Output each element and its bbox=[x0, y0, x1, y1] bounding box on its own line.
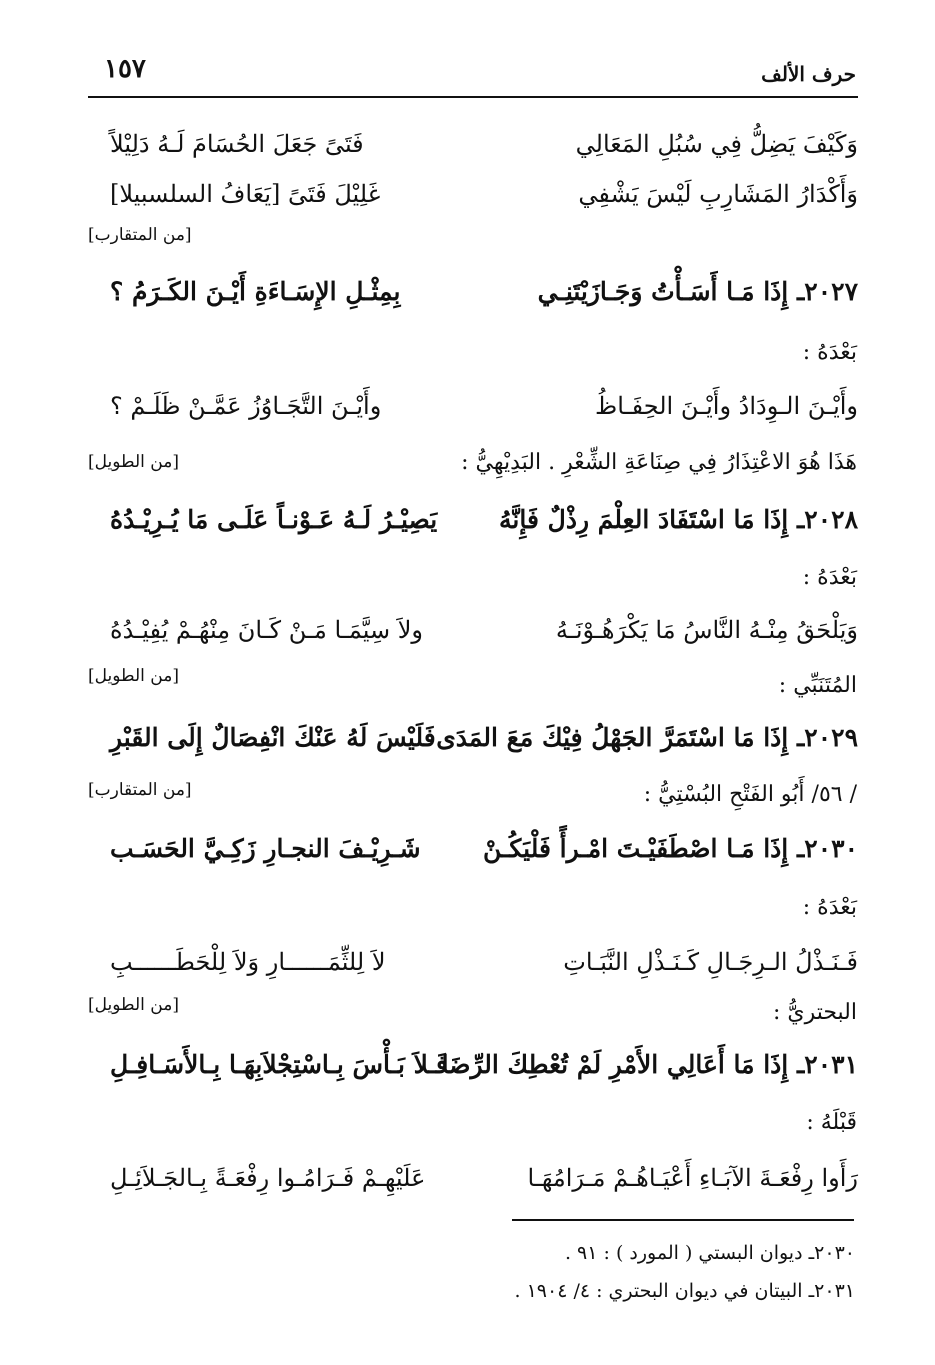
meter-label: [من المتقارب] bbox=[88, 780, 192, 800]
verse-line bbox=[88, 1043, 858, 1087]
page-number: ١٥٧ bbox=[104, 54, 146, 84]
verse-first-hemistich: وَيَلْحَقُ مِنْـهُ النَّاسُ مَا يَكْرَهُـوْنَـهُ bbox=[555, 616, 858, 644]
note-before: قَبْلَهُ : bbox=[806, 1110, 857, 1135]
note-after: بَعْدَهُ : bbox=[802, 565, 857, 590]
verse-second-hemistich: غَلِيْلَ فَتَىً [يَعَافُ السلسبيلا] bbox=[110, 180, 381, 208]
verse-second-hemistich: عَلَيْهِـمْ فَـرَامُـوا رِفْعَـةً بِـالجَـلاَئِـلِ bbox=[110, 1164, 426, 1192]
verse-line bbox=[88, 608, 858, 652]
attribution-line: هَذَا هُوَ الاعْتِذَارُ فِي صِنَاعَةِ الشِّعْرِ . البَدِيْهِيُّ : bbox=[461, 450, 857, 475]
verse-second-hemistich: يَصِيْـرُ لَـهُ عَـوْنـاً عَلَـى مَا يُـرِيْـدُهُ bbox=[110, 505, 438, 534]
verse-line bbox=[88, 940, 858, 984]
footnote: ٢٠٣٠ـ ديوان البستي ( المورد ) : ٩١ . bbox=[564, 1242, 855, 1264]
note-after: بَعْدَهُ : bbox=[802, 340, 857, 365]
verse-first-hemistich: وَأَكْدَارُ المَشَارِبِ لَيْسَ يَشْفِي bbox=[578, 180, 858, 208]
verse-first-hemistich: ٢٠٢٨ـ إِذَا مَا اسْتَفَادَ العِلْمَ رِذْلٌ فَإِنَّهُ bbox=[499, 505, 858, 534]
verse-first-hemistich: ٢٠٣٠ـ إِذَا مَـا اصْطَفَيْـتَ امْـرأً فَلْيَكُـنْ bbox=[483, 834, 858, 863]
verse-second-hemistich: فَـلاَ بَـأْسَ بِـاسْتِجْلاَبِهَـا بِـالأَسَـافِـلِ bbox=[110, 1050, 448, 1079]
meter-label: [من المتقارب] bbox=[88, 225, 192, 245]
verse-line bbox=[88, 384, 858, 428]
meter-label: [من الطويل] bbox=[88, 666, 179, 686]
footnote-divider bbox=[512, 1219, 854, 1221]
note-after: بَعْدَهُ : bbox=[802, 895, 857, 920]
meter-label: [من الطويل] bbox=[88, 452, 179, 472]
verse-line bbox=[88, 122, 858, 166]
attribution-line: / ٥٦/ أَبُو الفَتْحِ البُسْتِيُّ : bbox=[643, 782, 857, 807]
verse-line bbox=[88, 1156, 858, 1200]
section-title: حرف الألف bbox=[761, 62, 856, 86]
verse-first-hemistich: ٢٠٢٩ـ إِذَا مَا اسْتَمَرَّ الجَهْلُ فِيْكَ مَعَ المَدَى bbox=[436, 723, 858, 752]
verse-first-hemistich: ٢٠٢٧ـ إِذَا مَـا أَسَـأْتُ وَجَـازَيْتَنِـي bbox=[537, 277, 858, 306]
meter-label: [من الطويل] bbox=[88, 995, 179, 1015]
verse-first-hemistich: وَكَيْفَ يَضِلُّ فِي سُبُلِ المَعَالِي bbox=[575, 130, 858, 158]
verse-second-hemistich: ولاَ سِيَّمَـا مَـنْ كَـانَ مِنْهُـمْ يُفِيْـدُهُ bbox=[110, 616, 423, 644]
verse-first-hemistich: ٢٠٣١ـ إِذَا مَا أَعَالِي الأَمْرِ لَمْ تُعْطِكَ الرِّضَا bbox=[441, 1050, 858, 1079]
verse-first-hemistich: فَـنَـذْلُ الـرِجَـالِ كَـنَـذْلِ النَّبَـاتِ bbox=[563, 948, 858, 976]
verse-line bbox=[88, 270, 858, 314]
verse-line bbox=[88, 172, 858, 216]
page-header bbox=[88, 50, 858, 98]
verse-line bbox=[88, 716, 858, 760]
verse-second-hemistich: فَتَىً جَعَلَ الحُسَامَ لَـهُ دَلِيْلاً bbox=[110, 130, 364, 158]
attribution-line: المُتَنَبِّي : bbox=[778, 673, 857, 698]
attribution-line: البحتريُّ : bbox=[772, 1000, 857, 1025]
verse-line bbox=[88, 827, 858, 871]
verse-second-hemistich: فَلَيْسَ لَهُ عَنْكَ انْفِصَالٌ إِلَى القَبْرِ bbox=[110, 723, 436, 752]
verse-first-hemistich: رَأَوا رِفْعَـةَ الآبَـاءِ أَعْيَـاهُـمْ مَـرَامُهَـا bbox=[527, 1164, 858, 1192]
verse-second-hemistich: بِمِثْـلِ الإِسَـاءَةِ أَيْـنَ الكَـرَمُ ؟ bbox=[110, 277, 401, 306]
verse-second-hemistich: وأَيْـنَ التَّجَـاوُزُ عَمَّـنْ ظَلَـمْ ؟ bbox=[110, 392, 382, 420]
footnote: ٢٠٣١ـ البيتان في ديوان البحتري : ٤/ ١٩٠٤ . bbox=[514, 1280, 855, 1302]
verse-line bbox=[88, 498, 858, 542]
verse-second-hemistich: شَـرِيْـفَ النجـارِ زَكِـيَّ الحَسَـب bbox=[110, 834, 421, 863]
verse-first-hemistich: وأَيْـنَ الـوِدَادُ وأَيْـنَ الحِفَـاظُ bbox=[595, 392, 858, 420]
verse-second-hemistich: لاَ لِلثِّمَــــــارِ وَلاَ لِلْحَطَــــــبِ bbox=[110, 948, 386, 976]
